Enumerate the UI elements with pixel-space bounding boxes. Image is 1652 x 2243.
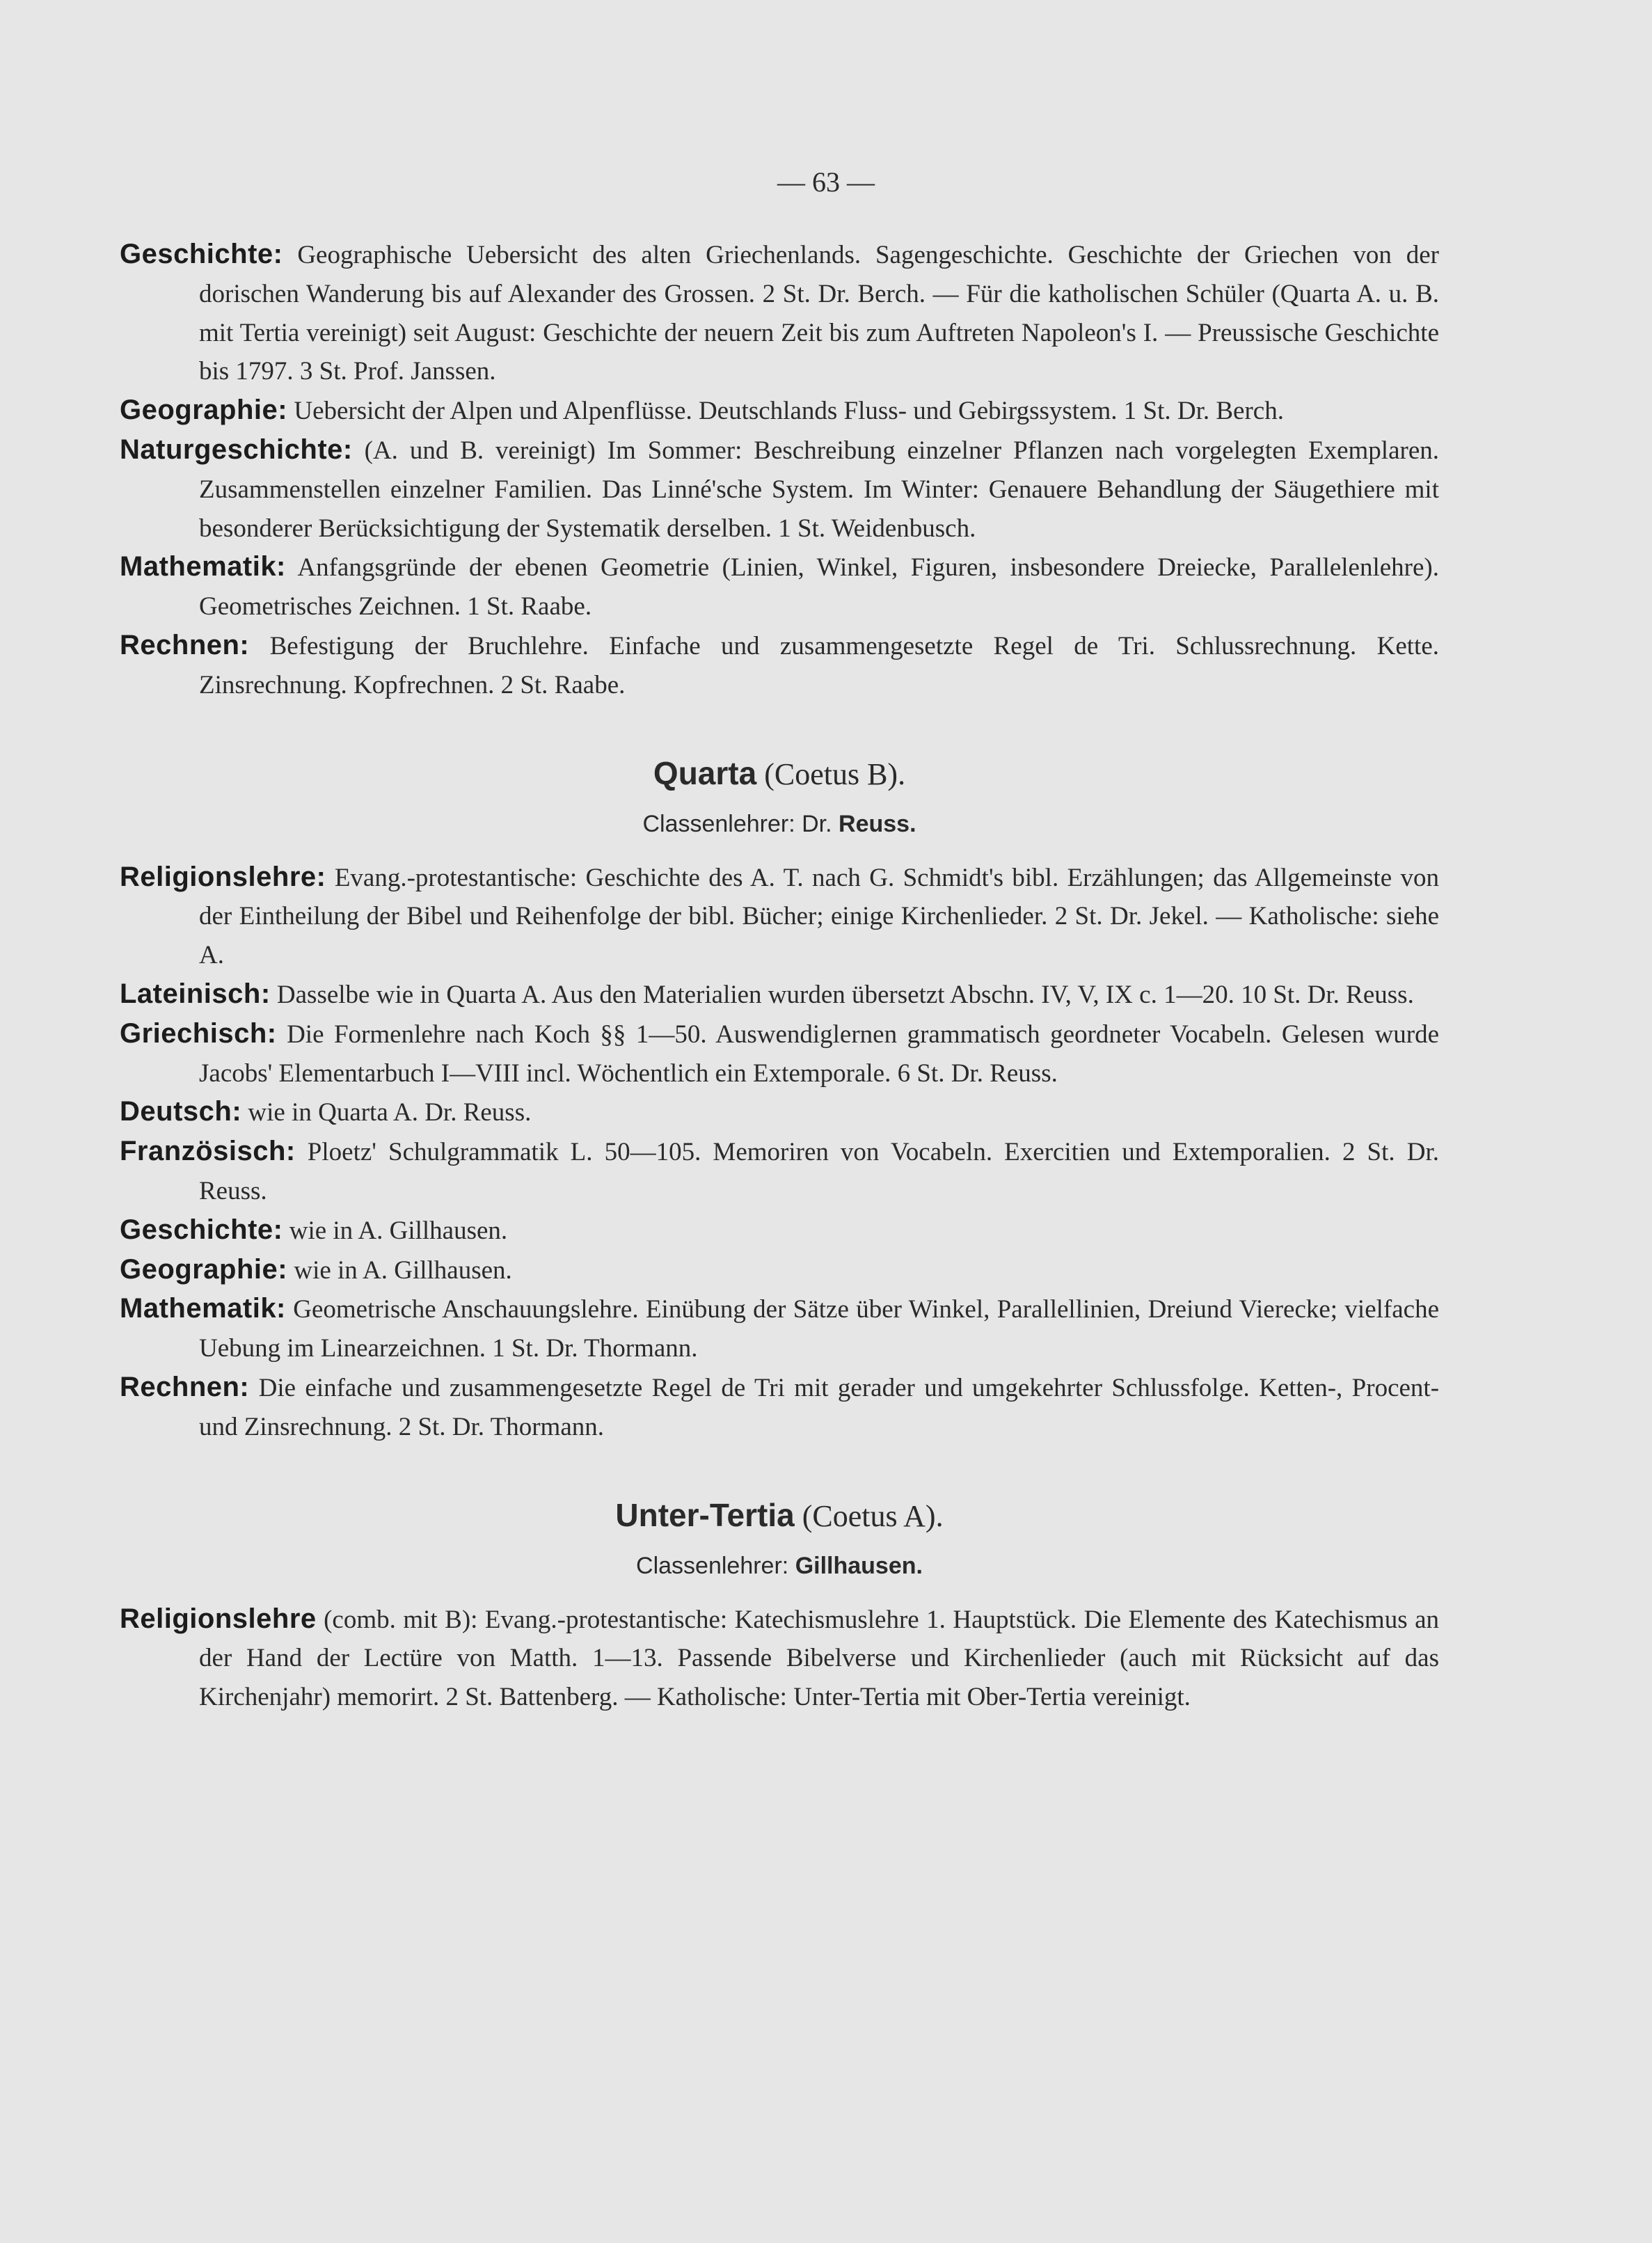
subject-label: Mathematik: xyxy=(120,1293,286,1324)
subject-label: Französisch: xyxy=(120,1136,296,1167)
subject-label: Rechnen: xyxy=(120,629,250,660)
subject-label: Deutsch: xyxy=(120,1096,242,1127)
class-teacher-label: Classenlehrer: Dr. xyxy=(642,810,832,837)
page-number: — 63 — xyxy=(777,166,875,198)
entry-geographie xyxy=(120,1251,1439,1290)
subject-text: Geographische Uebersicht des alten Griechenlands. Sagengeschichte. Geschichte der Griechen von der dorischen Wanderung bis auf Alexander des Grossen. 2 St. Dr. Berch. — Für die katholischen Schüler (Quarta A. u. B. mit Tertia vereinigt) seit August: Geschichte der neuern Zeit bis zum Auftreten Napoleon's I. — Preussische Geschichte bis 1797. 3 St. Prof. Janssen. xyxy=(199,241,1439,386)
subject-text: Die einfache und zusammengesetzte Regel de Tri mit gerader und umgekehrter Schlussfolge. Ketten-, Procent- und Zinsrechnung. 2 St. Dr. Thormann. xyxy=(199,1373,1440,1441)
entry-griechisch xyxy=(120,1015,1439,1093)
subject-text: Uebersicht der Alpen und Alpenflüsse. Deutschlands Fluss- und Gebirgssystem. 1 St. Dr. Berch. xyxy=(294,397,1284,426)
entry-mathematik xyxy=(120,548,1439,626)
subject-text: (A. und B. vereinigt) Im Sommer: Beschreibung einzelner Pflanzen nach vorgelegten Exemplaren. Zusammenstellen einzelner Familien. Das Linné'sche System. Im Winter: Genauere Behandlung der Säugethiere mit besonderer Berücksichtigung der Systematik derselben. 1 St. Weidenbusch. xyxy=(199,436,1440,543)
subject-text: Geometrische Anschauungslehre. Einübung der Sätze über Winkel, Parallellinien, Dreiund Vierecke; vielfache Uebung im Linearzeichnen. 1 St. Dr. Thormann. xyxy=(199,1295,1440,1363)
entry-franzoesisch xyxy=(120,1132,1439,1211)
subject-label: Naturgeschichte: xyxy=(120,434,353,465)
entry-religionslehre xyxy=(120,1600,1439,1717)
subject-label: Lateinisch: xyxy=(120,978,271,1009)
class-teacher xyxy=(120,1548,1439,1583)
page-content xyxy=(120,235,1439,1717)
subject-text: (comb. mit B): Evang.-protestantische: Katechismuslehre 1. Hauptstück. Die Elemente des Katechismus an der Hand der Lectüre von Matth. 1—13. Passende Bibelverse und Kirchenlieder (auch mit Rücksicht auf das Kirchenjahr) memorirt. 2 St. Battenberg. — Katholische: Unter-Tertia mit Ober-Tertia vereinigt. xyxy=(199,1605,1439,1712)
subject-label: Rechnen: xyxy=(120,1371,250,1402)
subject-text: Befestigung der Bruchlehre. Einfache und zusammengesetzte Regel de Tri. Schlussrechnung. Kette. Zinsrechnung. Kopfrechnen. 2 St. Raabe. xyxy=(199,631,1440,699)
subject-text: wie in Quarta A. Dr. Reuss. xyxy=(248,1098,532,1127)
section-title-suffix: (Coetus A). xyxy=(802,1498,944,1533)
subject-text: wie in A. Gillhausen. xyxy=(294,1255,512,1285)
subject-text: Ploetz' Schulgrammatik L. 50—105. Memoriren von Vocabeln. Exercitien und Extemporalien. 2 St. Dr. Reuss. xyxy=(199,1138,1439,1205)
class-teacher xyxy=(120,807,1439,841)
class-teacher-label: Classenlehrer: xyxy=(636,1552,789,1579)
entry-geschichte xyxy=(120,1211,1439,1251)
subject-label: Geschichte: xyxy=(120,239,283,269)
entry-rechnen xyxy=(120,626,1439,705)
section-quarta-b xyxy=(120,752,1439,1447)
subject-label: Geographie: xyxy=(120,1253,288,1285)
subject-label: Mathematik: xyxy=(120,551,286,582)
section-heading xyxy=(120,1494,1439,1537)
section-title-suffix: (Coetus B). xyxy=(764,756,906,791)
entry-lateinisch xyxy=(120,975,1439,1015)
entry-geographie xyxy=(120,391,1439,431)
entry-geschichte xyxy=(120,235,1439,391)
entry-naturgeschichte xyxy=(120,431,1439,548)
subject-label: Religionslehre: xyxy=(120,861,326,892)
section-heading xyxy=(120,752,1439,795)
subject-text: Anfangsgründe der ebenen Geometrie (Linien, Winkel, Figuren, insbesondere Dreiecke, Parallelenlehre). Geometrisches Zeichnen. 1 St. Raabe. xyxy=(199,553,1439,621)
subject-label: Griechisch: xyxy=(120,1017,277,1049)
subject-text: Dasselbe wie in Quarta A. Aus den Materialien wurden übersetzt Abschn. IV, V, IX c. 1—20. 10 St. Dr. Reuss. xyxy=(276,980,1414,1009)
entry-rechnen xyxy=(120,1368,1439,1447)
class-teacher-name: Reuss. xyxy=(839,810,916,837)
subject-label: Religionslehre xyxy=(120,1603,317,1634)
section-unter-tertia-a xyxy=(120,1494,1439,1717)
entry-deutsch xyxy=(120,1093,1439,1132)
entry-religionslehre xyxy=(120,858,1439,975)
section-title: Quarta xyxy=(653,754,757,791)
section-continuation xyxy=(120,235,1439,705)
section-title: Unter-Tertia xyxy=(615,1496,795,1533)
subject-text: Die Formenlehre nach Koch §§ 1—50. Auswendiglernen grammatisch geordneter Vocabeln. Gelesen wurde Jacobs' Elementarbuch I—VIII incl. Wöchentlich ein Extemporale. 6 St. Dr. Reuss. xyxy=(199,1020,1439,1088)
entry-mathematik xyxy=(120,1290,1439,1368)
subject-text: Evang.-protestantische: Geschichte des A. T. nach G. Schmidt's bibl. Erzählungen; das Allgemeinste von der Eintheilung der Bibel und Reihenfolge der bibl. Bücher; einige Kirchenlieder. 2 St. Dr. Jekel. — Katholische: siehe A. xyxy=(199,863,1439,970)
class-teacher-name: Gillhausen. xyxy=(795,1552,923,1579)
subject-label: Geschichte: xyxy=(120,1214,283,1245)
subject-text: wie in A. Gillhausen. xyxy=(289,1216,508,1245)
subject-label: Geographie: xyxy=(120,395,288,426)
